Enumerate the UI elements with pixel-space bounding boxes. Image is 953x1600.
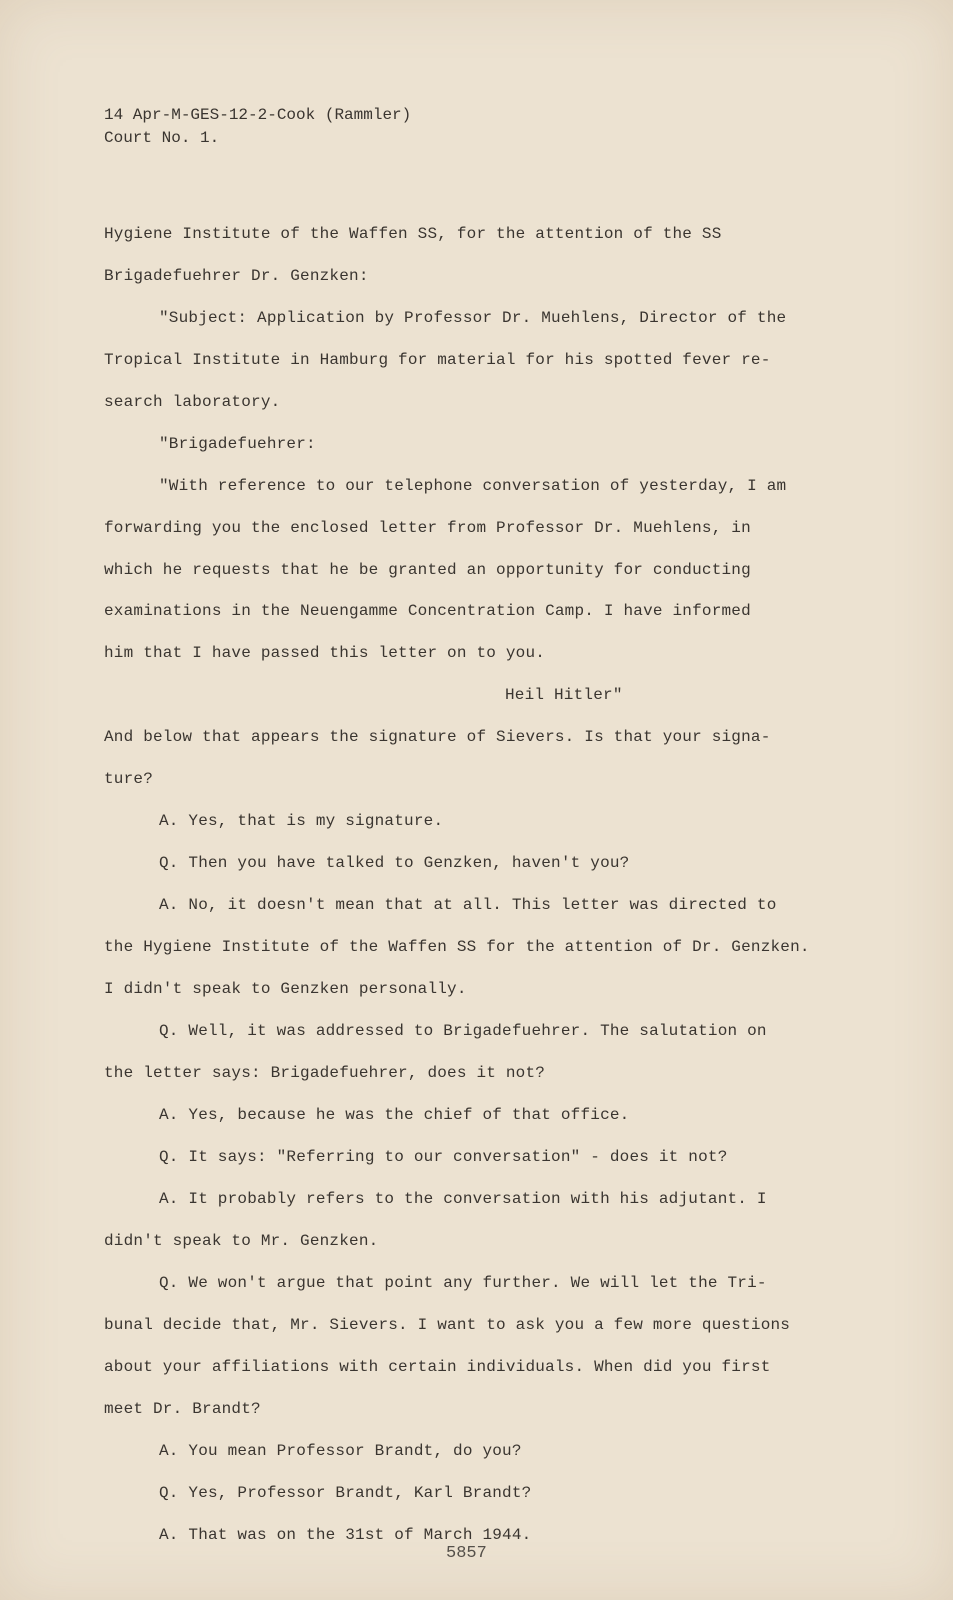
answer-line: A. It probably refers to the conversation with his adjutant. I xyxy=(159,1190,767,1208)
text-line: Brigadefuehrer Dr. Genzken: xyxy=(104,267,369,285)
question-line: Q. Yes, Professor Brandt, Karl Brandt? xyxy=(159,1484,532,1502)
question-line: Q. We won't argue that point any further. We will let the Tri- xyxy=(159,1274,767,1292)
question-line: Q. Well, it was addressed to Brigadefuehrer. The salutation on xyxy=(159,1022,767,1040)
header-court: Court No. 1. xyxy=(104,129,220,147)
text-line: ture? xyxy=(104,770,154,788)
text-line: And below that appears the signature of Sievers. Is that your signa- xyxy=(104,728,771,746)
text-line: "Subject: Application by Professor Dr. Muehlens, Director of the xyxy=(159,309,787,327)
text-line: him that I have passed this letter on to you. xyxy=(104,644,546,662)
answer-line: A. No, it doesn't mean that at all. This letter was directed to xyxy=(159,896,777,914)
text-line: "Brigadefuehrer: xyxy=(159,435,316,453)
answer-line: A. Yes, that is my signature. xyxy=(159,812,444,830)
text-line: "With reference to our telephone conversation of yesterday, I am xyxy=(159,477,787,495)
text-line: I didn't speak to Genzken personally. xyxy=(104,980,467,998)
text-line: examinations in the Neuengamme Concentration Camp. I have informed xyxy=(104,602,751,620)
document-header xyxy=(104,104,411,150)
answer-line: A. You mean Professor Brandt, do you? xyxy=(159,1442,522,1460)
text-line: the Hygiene Institute of the Waffen SS for the attention of Dr. Genzken. xyxy=(104,938,810,956)
page-number: 5857 xyxy=(446,1544,487,1563)
header-reference: 14 Apr-M-GES-12-2-Cook (Rammler) xyxy=(104,106,412,124)
text-line: didn't speak to Mr. Genzken. xyxy=(104,1232,379,1250)
text-line: meet Dr. Brandt? xyxy=(104,1400,261,1418)
text-line: which he requests that he be granted an opportunity for conducting xyxy=(104,561,751,579)
answer-line: A. Yes, because he was the chief of that office. xyxy=(159,1106,630,1124)
text-line: forwarding you the enclosed letter from Professor Dr. Muehlens, in xyxy=(104,519,751,537)
closing-salutation: Heil Hitler" xyxy=(505,686,623,704)
text-line: about your affiliations with certain individuals. When did you first xyxy=(104,1358,771,1376)
text-line: Hygiene Institute of the Waffen SS, for the attention of the SS xyxy=(104,225,722,243)
text-line: the letter says: Brigadefuehrer, does it not? xyxy=(104,1064,546,1082)
text-line: bunal decide that, Mr. Sievers. I want to ask you a few more questions xyxy=(104,1316,791,1334)
text-line: Tropical Institute in Hamburg for material for his spotted fever re- xyxy=(104,351,771,369)
text-line: search laboratory. xyxy=(104,393,281,411)
question-line: Q. Then you have talked to Genzken, haven't you? xyxy=(159,854,630,872)
answer-line: A. That was on the 31st of March 1944. xyxy=(159,1526,532,1544)
question-line: Q. It says: "Referring to our conversation" - does it not? xyxy=(159,1148,728,1166)
